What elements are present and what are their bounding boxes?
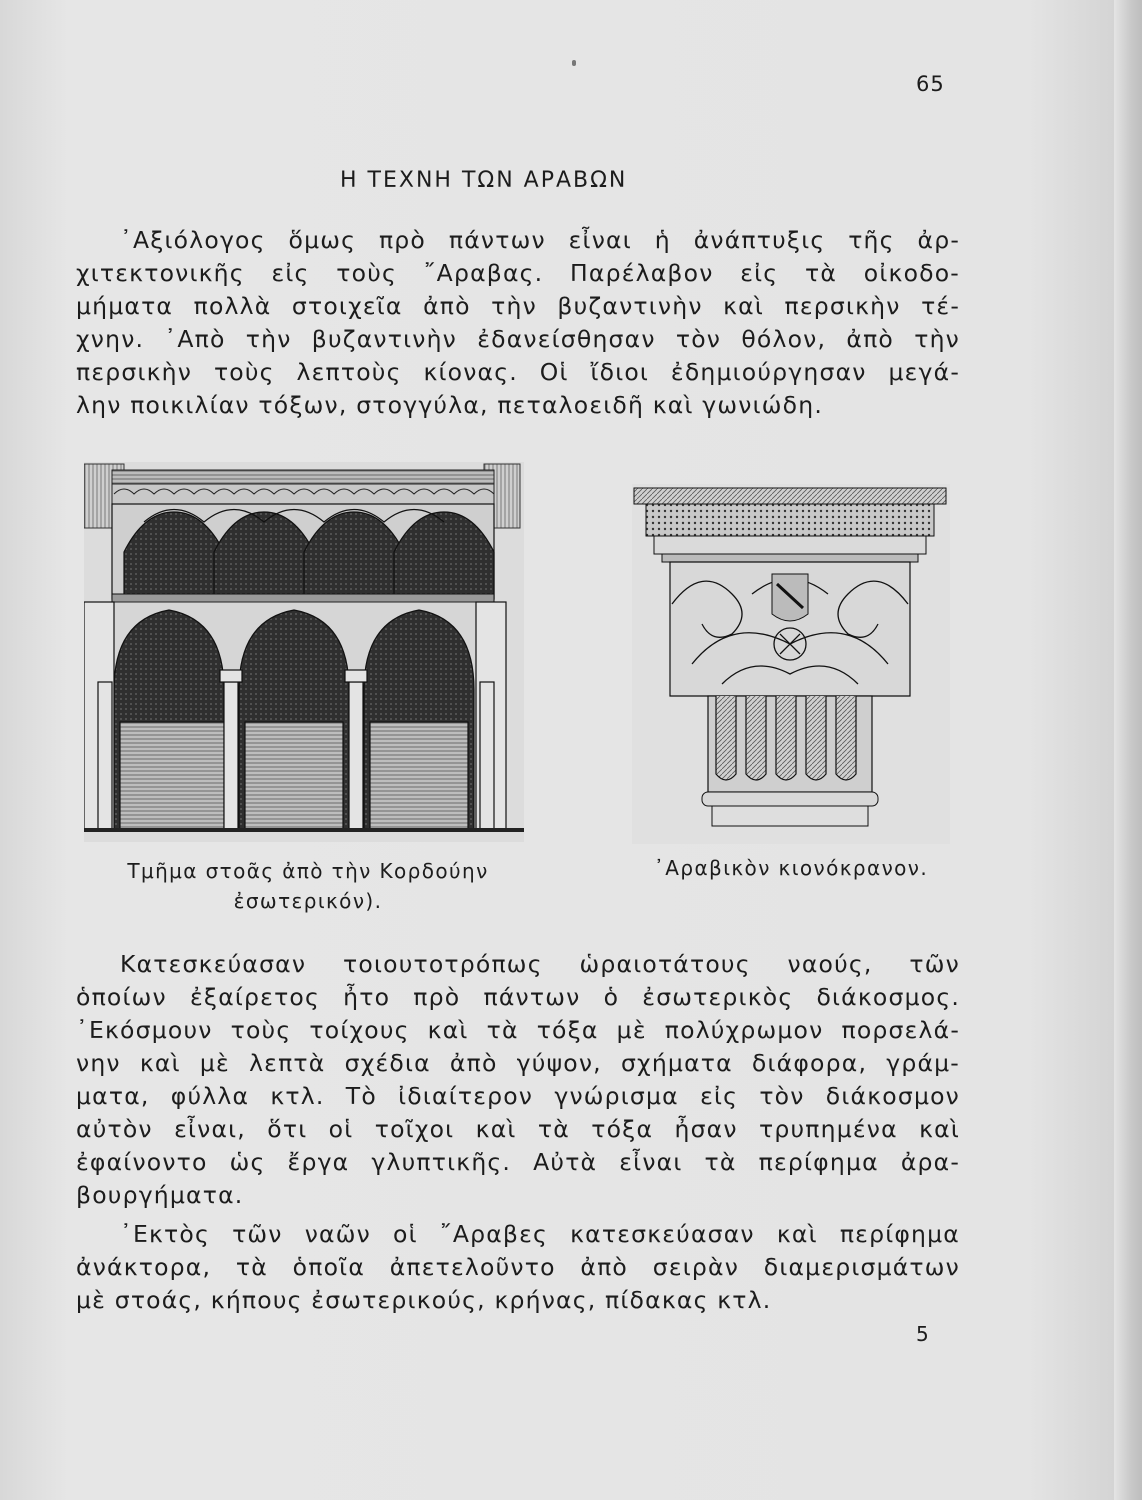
cordoba-arcade-illustration <box>84 462 524 842</box>
paragraph-decoration <box>76 948 960 1212</box>
paragraph-palaces <box>76 1218 960 1317</box>
text-line: μήματα πολλὰ στοιχεῖα ἀπὸ τὴν βυζαντινὴν καὶ περσικὴν τέ- <box>76 292 960 320</box>
capital-caption: ᾿Αραβικὸν κιονόκρανον. <box>653 856 929 880</box>
arabic-capital-illustration <box>632 484 950 844</box>
text-line: βουργήματα. <box>76 1181 244 1209</box>
text-line: ᾿Εκτὸς τῶν ναῶν οἱ ῎Αραβες κατεσκεύασαν καὶ περίφημα <box>120 1220 960 1248</box>
text-line: ἀνάκτορα, τὰ ὁποῖα ἀπετελοῦντο ἀπὸ σειρὰν διαμερισμάτων <box>76 1253 960 1281</box>
page-number: 65 <box>916 72 945 96</box>
chapter-title: Η ΤΕΧΝΗ ΤΩΝ ΑΡΑΒΩΝ <box>340 168 628 193</box>
text-line: χνην. ᾿Απὸ τὴν βυζαντινὴν ἐδανείσθησαν τὸν θόλον, ἀπὸ τὴν <box>76 325 960 353</box>
text-line: ᾿Εκόσμουν τοὺς τοίχους καὶ τὰ τόξα μὲ πολύχρωμον πορσελά- <box>76 1016 960 1044</box>
text-line: αὐτὸν εἶναι, ὅτι οἱ τοῖχοι καὶ τὰ τόξα ἦσαν τρυπημένα καὶ <box>76 1115 960 1143</box>
text-line: ᾿Αξιόλογος ὅμως πρὸ πάντων εἶναι ἡ ἀνάπτυξις τῆς ἀρ- <box>120 226 960 254</box>
arcade-caption <box>88 856 528 916</box>
text-line: νην καὶ μὲ λεπτὰ σχέδια ἀπὸ γύψον, σχήματα διάφορα, γράμ- <box>76 1049 960 1077</box>
arcade-caption-line1: Τμῆμα στοᾶς ἀπὸ τὴν Κορδούην <box>127 859 489 883</box>
text-line: ματα, φύλλα κτλ. Τὸ ἰδιαίτερον γνώρισμα εἰς τὸν διάκοσμον <box>76 1082 960 1110</box>
arcade-caption-line2: ἐσωτερικόν). <box>233 889 383 913</box>
paragraph-architecture <box>76 224 960 422</box>
text-line: χιτεκτονικῆς εἰς τοὺς ῎Αραβας. Παρέλαβον εἰς τὰ οἰκοδο- <box>76 259 960 287</box>
text-line: Κατεσκεύασαν τοιουτοτρόπως ὡραιοτάτους ναούς, τῶν <box>120 950 960 978</box>
print-speck <box>572 60 576 66</box>
text-line: περσικὴν τοὺς λεπτοὺς κίονας. Οἱ ἴδιοι ἐδημιούργησαν μεγά- <box>76 358 960 386</box>
text-line: λην ποικιλίαν τόξων, στογγύλα, πεταλοειδῆ καὶ γωνιώδη. <box>76 391 823 419</box>
signature-number: 5 <box>916 1322 929 1346</box>
text-line: ἐφαίνοντο ὡς ἔργα γλυπτικῆς. Αὐτὰ εἶναι τὰ περίφημα ἀρα- <box>76 1148 960 1176</box>
text-line: ὁποίων ἐξαίρετος ἦτο πρὸ πάντων ὁ ἐσωτερικὸς διάκοσμος. <box>76 983 960 1011</box>
page-edge-shadow <box>1114 0 1142 1500</box>
text-line: μὲ στοάς, κήπους ἐσωτερικούς, κρήνας, πίδακας κτλ. <box>76 1286 772 1314</box>
